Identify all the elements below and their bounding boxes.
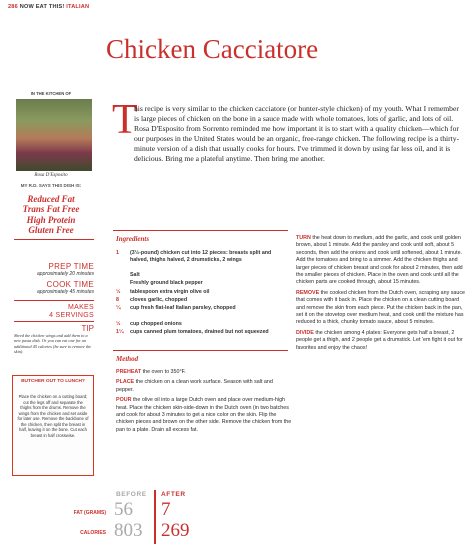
- fat-after: 7: [161, 499, 171, 520]
- section-name: ITALIAN: [66, 4, 90, 10]
- drop-cap: T: [112, 97, 138, 143]
- tip-label: TIP: [81, 324, 94, 333]
- cook-time-value: approximately 45 minutes: [37, 289, 94, 295]
- ingredient-text: (3½-pound) chicken cut into 12 pieces: breasts split and halved, thighs halved, 2 drumsticks, 2 wings: [130, 250, 272, 263]
- rd-label: MY R.D. SAYS THIS DISH IS:: [20, 183, 82, 188]
- cook-time-label: COOK TIME: [46, 280, 94, 289]
- ingredient-qty: 1¼: [116, 329, 124, 335]
- tip-text: Shred the chicken wings and add them to a new pasta dish. Or you can eat one for an additional 45 calories (be sure to remove the skin).: [14, 333, 92, 355]
- divider: [113, 230, 288, 231]
- ingredient-qty: ½: [116, 321, 121, 327]
- method-left: [116, 369, 292, 437]
- ingredient-text: Salt: [130, 272, 140, 278]
- step-text: the oven to 350°F.: [141, 369, 186, 375]
- step-keyword: PREHEAT: [116, 369, 142, 375]
- step-text: the chicken among 4 plates: Everyone gets half a breast, 2 people get a thigh, and 2 people get a drumstick. Let 'em fight it out for favorites and enjoy the chaos!: [296, 329, 463, 351]
- step-keyword: REMOVE: [296, 289, 320, 296]
- ingredient-text: tablespoon extra virgin olive oil: [130, 289, 210, 295]
- recipe-title: Chicken Cacciatore: [106, 34, 319, 64]
- chef-photo: [16, 99, 92, 171]
- divider: [14, 239, 94, 240]
- step-keyword: POUR: [116, 397, 132, 404]
- method-step: [296, 290, 466, 327]
- method-step: [116, 379, 292, 394]
- ingredient-text: cups canned plum tomatoes, drained but not squeezed: [130, 329, 269, 335]
- fat-before: 56: [114, 499, 133, 520]
- method-step: [116, 369, 292, 376]
- fat-label: FAT (GRAMS): [73, 510, 106, 516]
- makes-label: MAKES: [67, 304, 94, 311]
- claim: Trans Fat Free: [22, 204, 80, 215]
- prep-time-label: PREP TIME: [48, 262, 94, 271]
- before-label: BEFORE: [116, 491, 147, 498]
- butcher-callout: [12, 375, 94, 476]
- ingredient-qty: 1: [116, 250, 119, 256]
- step-text: the olive oil into a large Dutch oven and place over medium-high heat. Place the chicken skin-side-down in the Dutch oven (in two batches and cook for about 3 minutes to get a nice color on the skin. Flip the chicken pieces and brown on the other side. Remove the chicken from the pan to a plate. Drain all excess fat.: [116, 397, 292, 433]
- step-keyword: PLACE: [116, 379, 135, 386]
- calories-after: 269: [161, 520, 190, 541]
- step-text: the cooked chicken from the Dutch oven, scraping any sauce that comes with it back in. Place the chicken on a clean cutting board and remove the skin from each piece. Put the chicken back in the pan, set it on the stovetop over medium heat, and cook until the mixture has reduced to a thick, chunky tomato sauce, about 5 minutes.: [296, 289, 466, 326]
- ingredient-qty: 8: [116, 297, 119, 303]
- ingredient-text: cup fresh flat-leaf Italian parsley, chopped: [130, 305, 236, 311]
- intro-paragraph: his recipe is very similar to the chicken cacciatore (or hunter-style chicken) of my youth. What I remember is large pieces of chicken on the bone in a sauce made with whole tomatoes, lots of garlic, and lots of oil. Rosa D'Esposito from Sorrento reminded me how important it is to start with a quality chicken—which for our purposes in the United States would be an organic, free-range chicken. The following recipe is a thirty-minute version of a dish that usually cooks for hours. I've trimmed it down by using far less oil, and it is delicious. Bring me a plateful anytime. Then bring me another.: [134, 104, 460, 163]
- butcher-text: Place the chicken on a cutting board; cut the legs off and separate the thighs from the drums. Remove the wings from the chicken and set aside for later use. Remove the backbone of the chicken, then split the breast in half, leaving it on the bone. Cut each breast in half crosswise.: [17, 394, 89, 438]
- ingredient-text: Freshly ground black pepper: [130, 280, 203, 286]
- ingredient-qty: ½: [116, 289, 121, 295]
- butcher-title: BUTCHER OUT TO LUNCH?: [21, 379, 85, 384]
- running-header: [8, 4, 89, 10]
- method-step: [296, 330, 466, 352]
- method-step: [296, 235, 466, 287]
- divider: [113, 350, 288, 351]
- step-keyword: TURN: [296, 235, 311, 241]
- step-keyword: DIVIDE: [296, 329, 314, 336]
- claim: Gluten Free: [28, 225, 74, 236]
- divider: [14, 300, 94, 301]
- after-label: AFTER: [161, 491, 186, 498]
- page-number: 286: [8, 4, 18, 10]
- prep-time-value: approximately 20 minutes: [37, 271, 94, 277]
- ingredients-heading: Ingredients: [116, 235, 150, 243]
- ingredient-text: cup chopped onions: [130, 321, 182, 327]
- claim: High Protein: [26, 214, 76, 225]
- stats-separator: [154, 490, 156, 544]
- ingredient-text: cloves garlic, chopped: [130, 297, 188, 303]
- dish-claims: [8, 194, 94, 236]
- book-title: NOW EAT THIS!: [19, 4, 65, 10]
- method-heading: Method: [116, 355, 139, 363]
- claim: Reduced Fat: [27, 194, 75, 204]
- photo-caption: Rosa D'Esposito: [34, 173, 68, 178]
- kitchen-label: IN THE KITCHEN OF: [30, 91, 72, 96]
- makes-value: 4 SERVINGS: [49, 312, 94, 319]
- method-right: [296, 235, 466, 355]
- method-step: [116, 397, 292, 434]
- makes-block: [14, 304, 94, 320]
- step-text: the chicken on a clean work surface. Season with salt and pepper.: [116, 379, 273, 393]
- divider: [14, 321, 94, 322]
- calories-before: 803: [114, 520, 143, 541]
- calories-label: CALORIES: [80, 530, 106, 536]
- step-text: the heat down to medium, add the garlic, and cook until golden brown, about 1 minute. Add the parsley and cook until soft, about 5 seconds, then add the onions and cook until softened, about 1 minute. Add the tomatoes and bring to a simmer. Add the chicken thighs and larger pieces of chicken breast and cook for about 2 minutes, then add the smaller pieces of chicken. Place in the oven and cook until all the chicken parts are cooked through, about 15 minutes.: [296, 235, 463, 286]
- ingredient-qty: ¼: [116, 305, 121, 311]
